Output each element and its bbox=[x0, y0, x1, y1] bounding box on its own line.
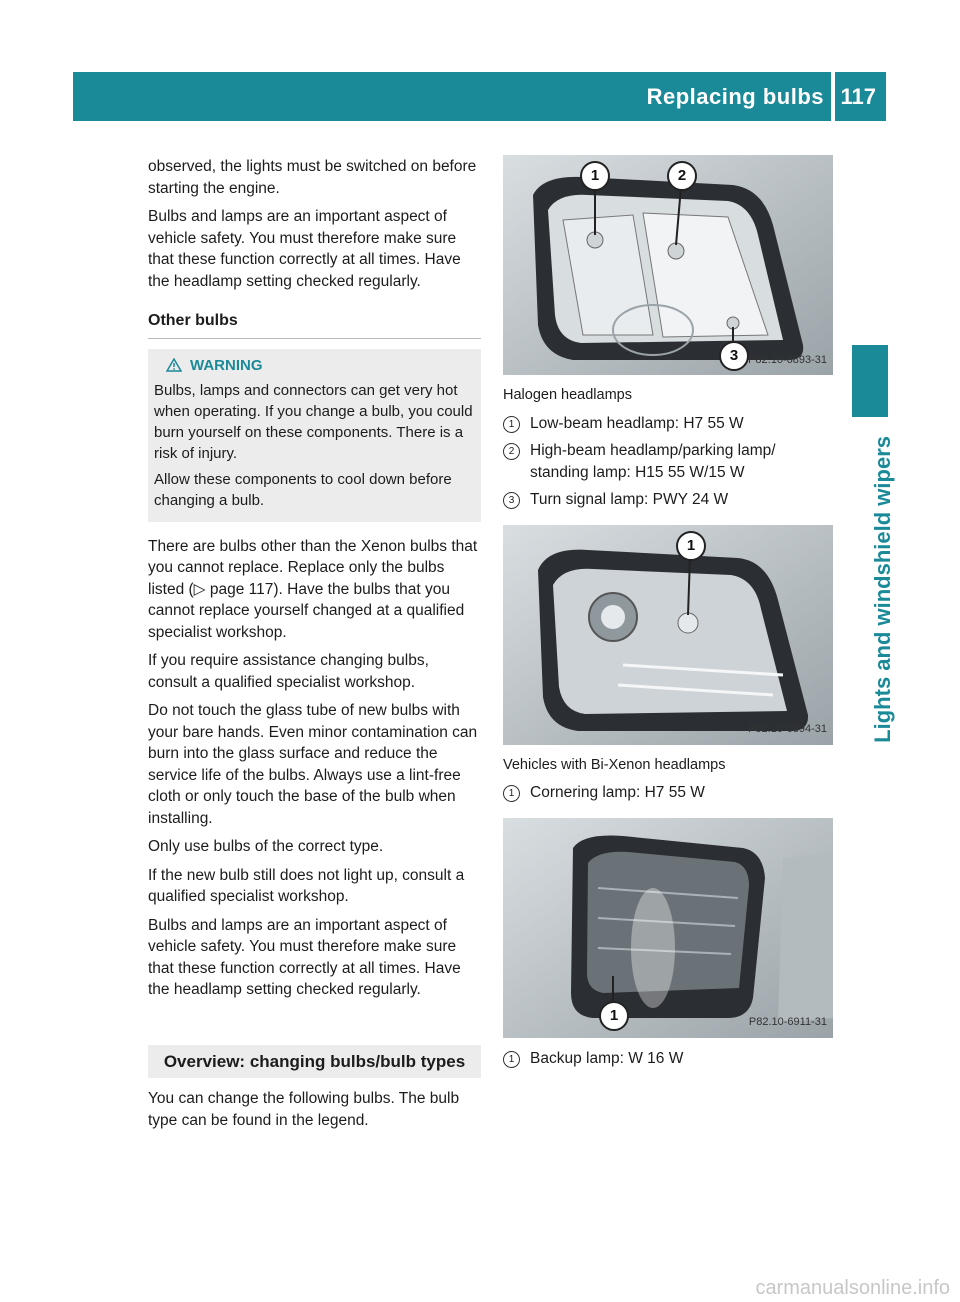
legend-item bbox=[503, 1048, 835, 1070]
figure-caption: Halogen headlamps bbox=[503, 387, 632, 403]
other-bulbs-heading: Other bulbs bbox=[148, 310, 481, 339]
body-paragraph: If you require assistance changing bulbs, consult a qualified specialist workshop. bbox=[148, 652, 429, 691]
legend-item bbox=[503, 489, 835, 511]
legend-number: 1 bbox=[503, 1051, 520, 1068]
callout-3: 3 bbox=[719, 341, 749, 371]
warning-title: WARNING bbox=[190, 356, 263, 374]
bixenon-headlamp-photo bbox=[503, 525, 833, 745]
warning-paragraph: Bulbs, lamps and connectors can get very hot when operating. If you change a bulb, you could burn yourself on these components. There is a risk of injury. bbox=[154, 381, 473, 462]
callout-2: 2 bbox=[667, 161, 697, 191]
header-bar bbox=[73, 72, 886, 121]
warning-box bbox=[148, 349, 481, 522]
callout-1: 1 bbox=[580, 161, 610, 191]
page-number: 117 bbox=[840, 84, 876, 109]
right-column bbox=[503, 155, 835, 1075]
left-column bbox=[148, 156, 481, 1138]
legend-number: 3 bbox=[503, 492, 520, 509]
figure-code: P82.10-6893-31 bbox=[748, 353, 827, 366]
callout-1: 1 bbox=[599, 1001, 629, 1031]
intro-paragraph: observed, the lights must be switched on before starting the engine. bbox=[148, 158, 477, 197]
warning-header bbox=[166, 355, 475, 376]
header-divider bbox=[831, 72, 835, 121]
halogen-headlamp-photo bbox=[503, 155, 833, 375]
body-paragraph: If the new bulb still does not light up, consult a qualified specialist workshop. bbox=[148, 866, 465, 905]
legend-number: 1 bbox=[503, 416, 520, 433]
watermark: carmanualsonline.info bbox=[755, 1277, 950, 1299]
body-paragraph: There are bulbs other than the Xenon bulbs that you cannot replace. Replace only the bulbs listed (▷ page 117). Have the bulbs that you cannot replace yourself changed at a qualified specialist workshop. bbox=[148, 537, 478, 641]
bixenon-illustration bbox=[503, 525, 833, 745]
legend-text: Low-beam headlamp: H7 55 W bbox=[530, 414, 744, 432]
body-paragraph: Do not touch the glass tube of new bulbs with your bare hands. Even minor contamination can burn into the glass surface and reduce the service life of the bulbs. Always use a lint-free cloth or only touch the base of the bulb when installing. bbox=[148, 702, 478, 827]
tail-lamp-photo bbox=[503, 818, 833, 1038]
body-paragraph: Only use bulbs of the correct type. bbox=[148, 838, 384, 855]
legend-text: Cornering lamp: H7 55 W bbox=[530, 784, 705, 801]
overview-heading: Overview: changing bulbs/bulb types bbox=[148, 1045, 481, 1079]
legend-item bbox=[503, 413, 835, 435]
intro-paragraph: Bulbs and lamps are an important aspect of vehicle safety. You must therefore make sure that these function correctly at all times. Have the headlamp setting checked regularly. bbox=[148, 208, 461, 290]
headlamp-illustration bbox=[503, 155, 833, 375]
overview-paragraph: You can change the following bulbs. The bulb type can be found in the legend. bbox=[148, 1090, 460, 1129]
legend-number: 2 bbox=[503, 443, 520, 460]
legend-number: 1 bbox=[503, 785, 520, 802]
chapter-tab bbox=[852, 345, 888, 417]
callout-1: 1 bbox=[676, 531, 706, 561]
warning-triangle-icon bbox=[166, 358, 182, 372]
tail-lamp-illustration bbox=[503, 818, 833, 1038]
legend-item bbox=[503, 440, 835, 483]
figure-caption: Vehicles with Bi-Xenon headlamps bbox=[503, 756, 726, 773]
legend-text: Turn signal lamp: PWY 24 W bbox=[530, 491, 729, 508]
figure-code: P82.10-6894-31 bbox=[748, 723, 827, 735]
legend-item bbox=[503, 782, 835, 804]
warning-paragraph: Allow these components to cool down before changing a bulb. bbox=[154, 470, 452, 509]
chapter-label: Lights and windshield wipers bbox=[870, 436, 895, 743]
legend-text: High-beam headlamp/parking lamp/ standing lamp: H15 55 W/15 W bbox=[530, 442, 776, 481]
body-paragraph: Bulbs and lamps are an important aspect of vehicle safety. You must therefore make sure that these function correctly at all times. Have the headlamp setting checked regularly. bbox=[148, 916, 461, 998]
figure-code: P82.10-6911-31 bbox=[748, 1016, 827, 1028]
legend-text: Backup lamp: W 16 W bbox=[530, 1049, 684, 1067]
section-title: Replacing bulbs bbox=[646, 84, 824, 109]
